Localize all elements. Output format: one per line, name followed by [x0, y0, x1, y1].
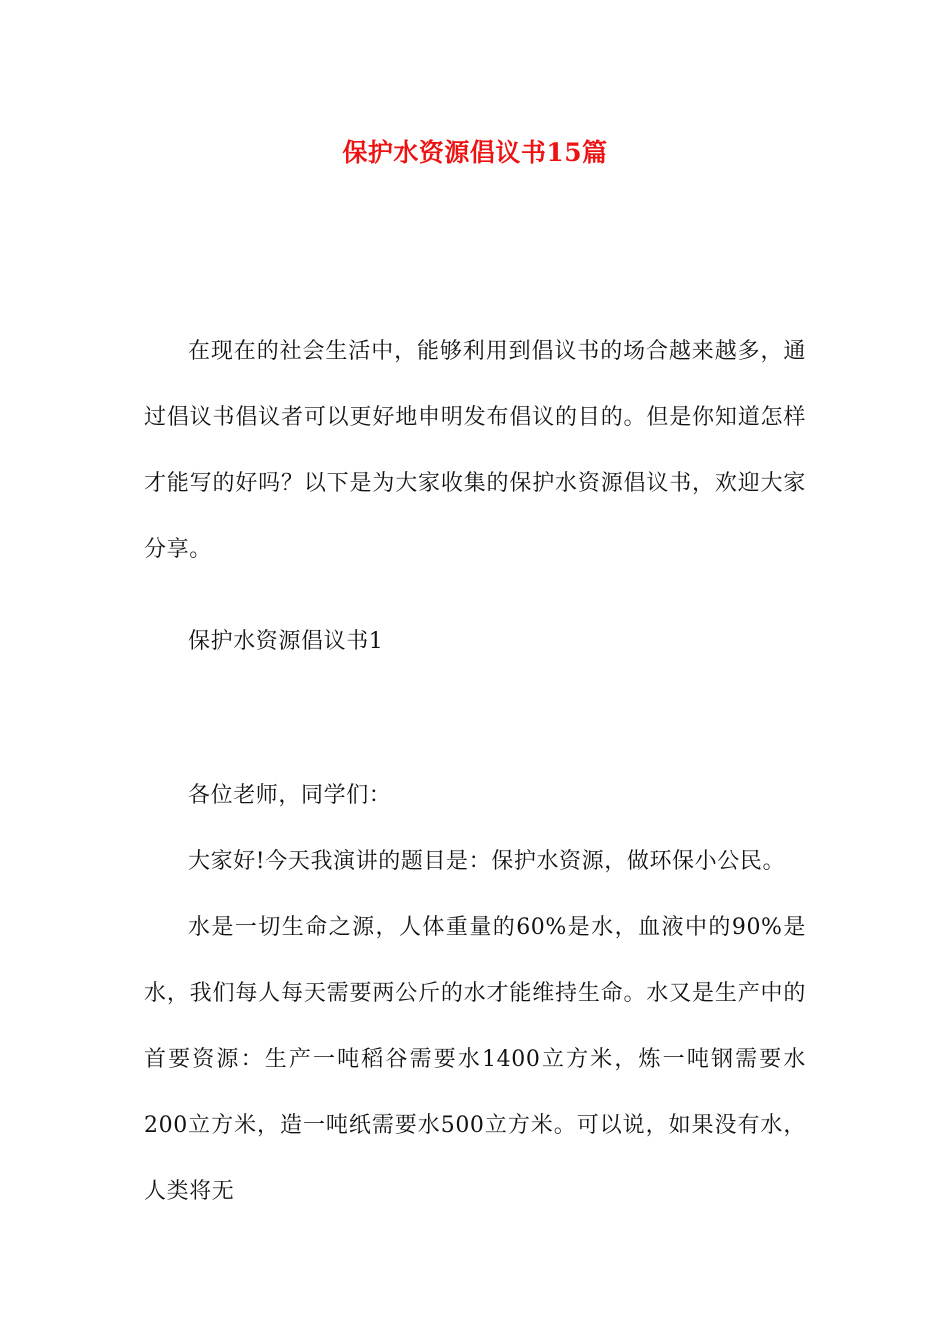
greeting-paragraph: 大家好!今天我演讲的题目是：保护水资源，做环保小公民。: [188, 849, 786, 874]
section-heading: 保护水资源倡议书1: [188, 629, 384, 654]
document-title: 保护水资源倡议书15篇: [342, 138, 608, 167]
intro-block: [144, 319, 806, 583]
letter-block: [144, 763, 806, 1225]
water-paragraph: 水是一切生命之源，人体重量的60%是水，血液中的90%是水，我们每人每天需要两公斤的水才能维持生命。水又是生产中的首要资源：生产一吨稻谷需要水1400立方米，炼一吨钢需要水200立方米，造一吨纸需要水500立方米。可以说，如果没有水，人类将无: [144, 915, 806, 1204]
intro-paragraph: 在现在的社会生活中，能够利用到倡议书的场合越来越多，通过倡议书倡议者可以更好地申明发布倡议的目的。但是你知道怎样才能写的好吗？以下是为大家收集的保护水资源倡议书，欢迎大家分享。: [144, 339, 806, 562]
section-block: [144, 609, 806, 675]
salutation: 各位老师，同学们：: [188, 783, 392, 808]
